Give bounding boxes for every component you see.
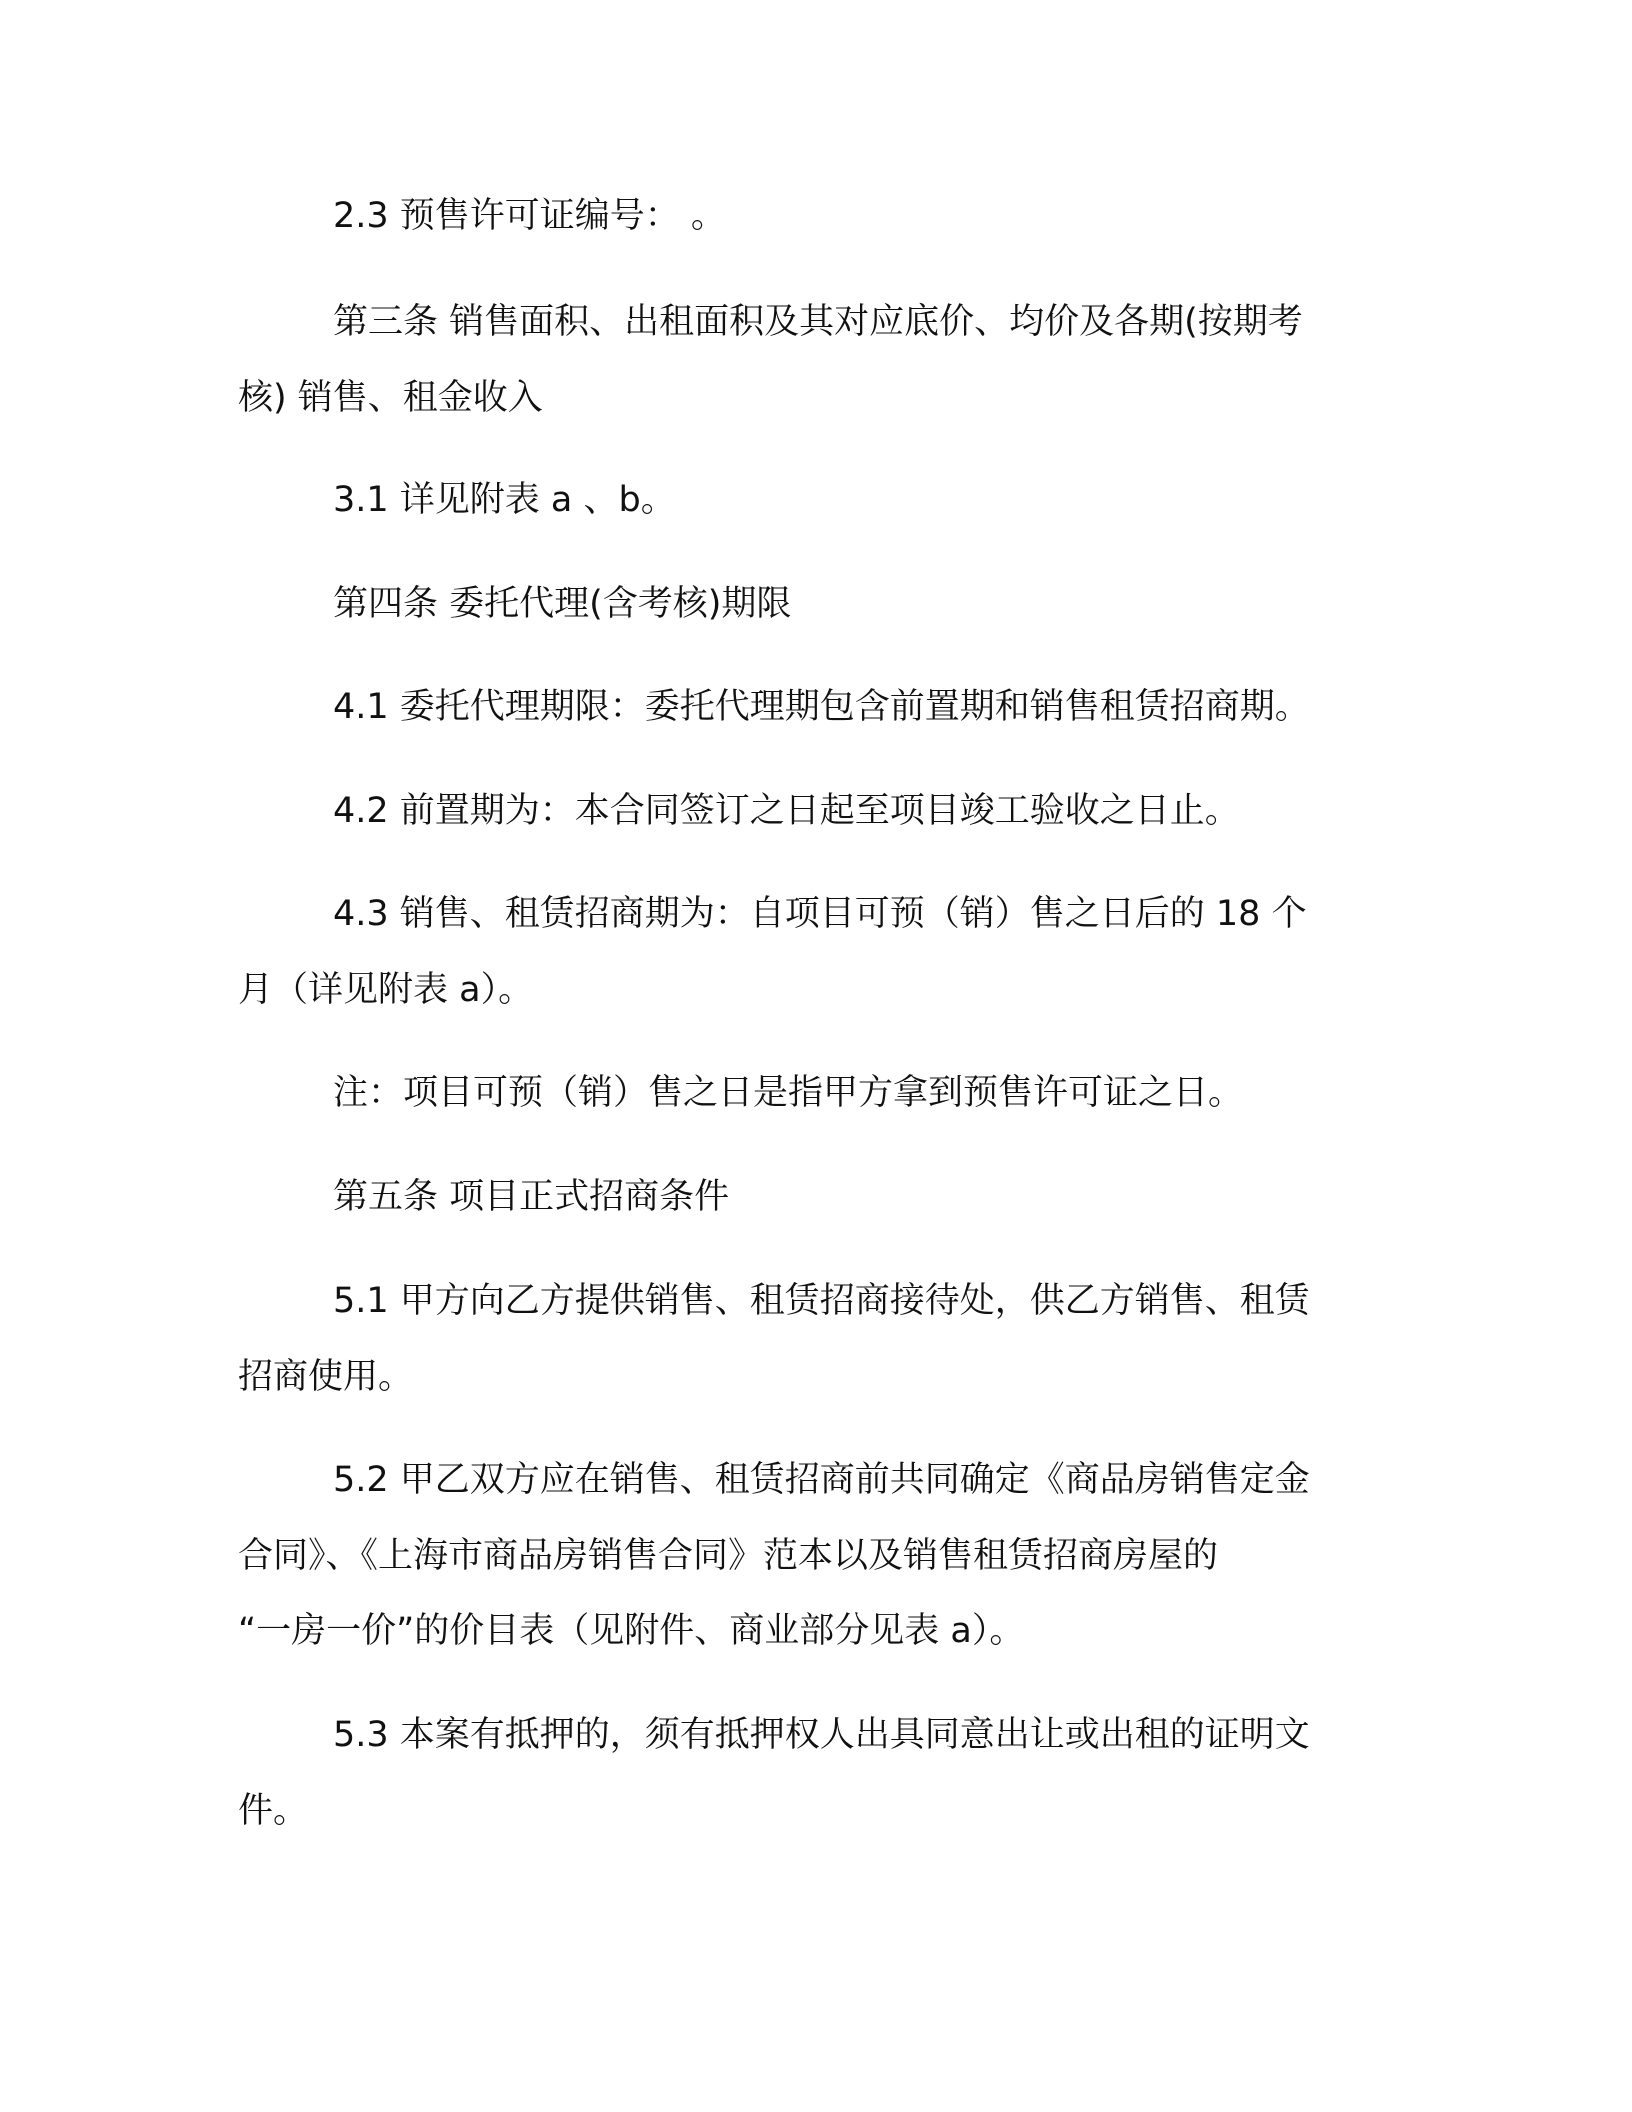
clause-5-2: 5.2 甲乙双方应在销售、租赁招商前共同确定《商品房销售定金 [333, 1460, 1310, 1500]
clause-5-3: 5.3 本案有抵押的，须有抵押权人出具同意出让或出租的证明文 [333, 1715, 1310, 1755]
clause-5-3-cont: 件。 [238, 1791, 309, 1831]
article-4-heading: 第四条 委托代理(含考核)期限 [333, 584, 792, 624]
clause-5-2-cont-1: 合同》、《上海市商品房销售合同》范本以及销售租赁招商房屋的 [238, 1536, 1219, 1576]
clause-4-3: 4.3 销售、租赁招商期为：自项目可预（销）售之日后的 18 个 [333, 894, 1307, 934]
clause-4-3-cont: 月（详见附表 a）。 [238, 970, 534, 1010]
clause-4-2: 4.2 前置期为：本合同签订之日起至项目竣工验收之日止。 [333, 791, 1240, 831]
article-3-heading-cont: 核) 销售、租金收入 [238, 378, 543, 418]
clause-4-1: 4.1 委托代理期限：委托代理期包含前置期和销售租赁招商期。 [333, 687, 1310, 727]
article-3-heading: 第三条 销售面积、出租面积及其对应底价、均价及各期(按期考 [333, 302, 1303, 342]
clause-2-3: 2.3 预售许可证编号： 。 [333, 196, 726, 236]
article-5-heading: 第五条 项目正式招商条件 [333, 1177, 730, 1217]
clause-5-1: 5.1 甲方向乙方提供销售、租赁招商接待处，供乙方销售、租赁 [333, 1281, 1310, 1321]
clause-5-2-cont-2: “一房一价”的价目表（见附件、商业部分见表 a）。 [238, 1611, 1025, 1651]
note-presale-date: 注：项目可预（销）售之日是指甲方拿到预售许可证之日。 [333, 1073, 1244, 1113]
clause-3-1: 3.1 详见附表 a 、b。 [333, 480, 676, 520]
clause-5-1-cont: 招商使用。 [238, 1357, 414, 1397]
